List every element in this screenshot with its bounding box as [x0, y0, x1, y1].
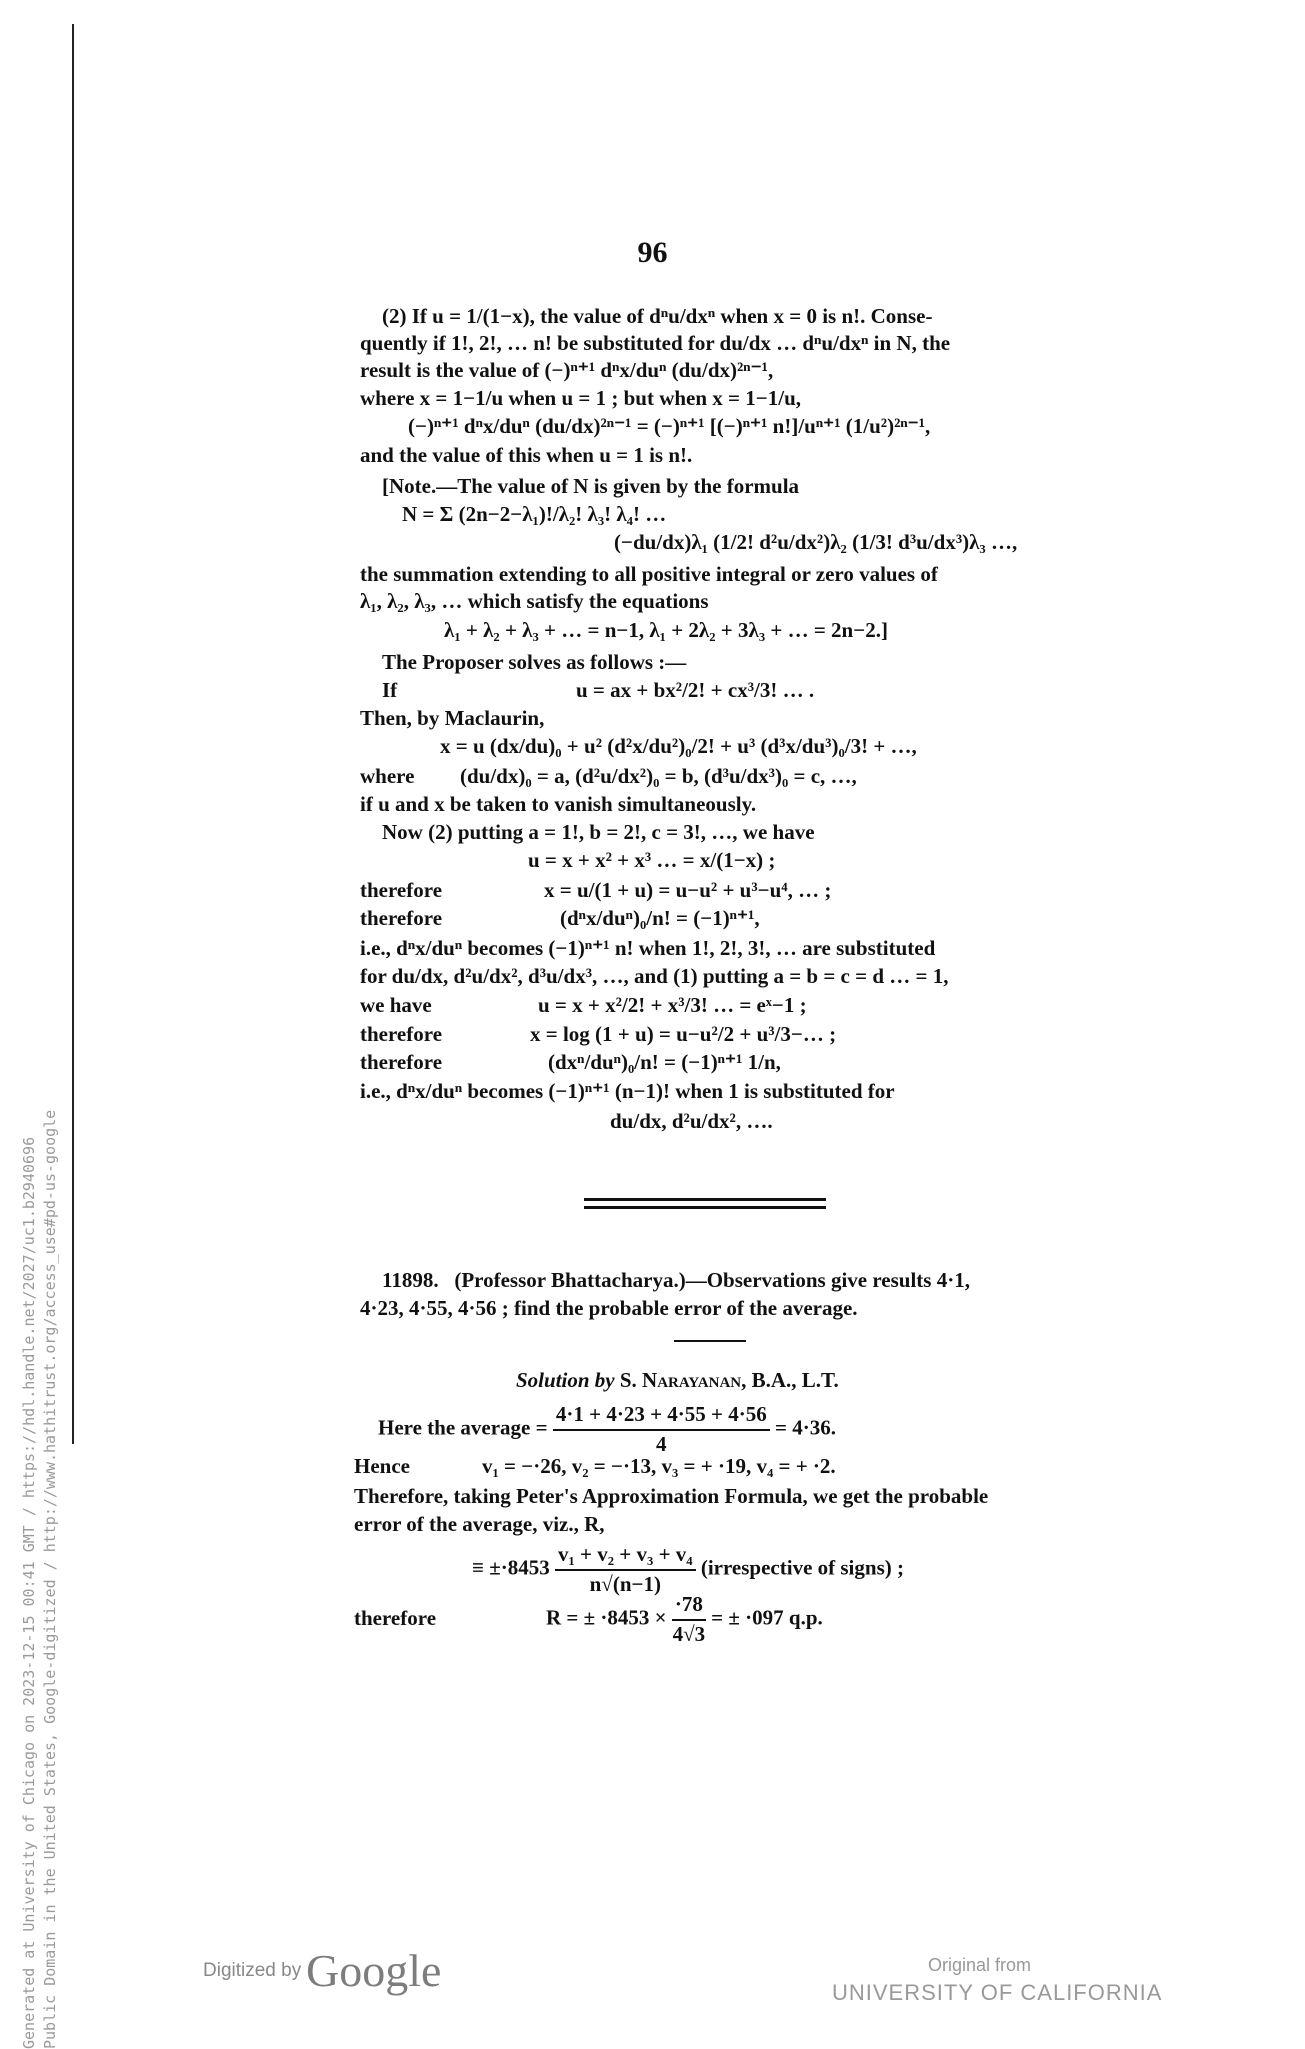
- average-fraction: [553, 1402, 770, 1457]
- equation-line: u = x + x² + x³ … = x/(1−x) ;: [528, 848, 776, 872]
- final-equation: [546, 1592, 823, 1647]
- text-line: we have: [360, 993, 432, 1017]
- double-rule-top: [584, 1198, 826, 1201]
- university-label: UNIVERSITY OF CALIFORNIA: [832, 1980, 1163, 2005]
- average-denominator: 4: [656, 1432, 667, 1456]
- equation-line: (−du/dx)λ₁ (1/2! d²u/dx²)λ₂ (1/3! d³u/dx³)λ₃ …,: [614, 530, 1018, 554]
- formula-numerator: v₁ + v₂ + v₃ + v₄: [555, 1542, 696, 1571]
- text-line: therefore: [360, 878, 443, 902]
- formula-fraction: [555, 1542, 696, 1597]
- text-line: the summation extending to all positive integral or zero values of: [360, 562, 938, 586]
- final-label: therefore: [354, 1606, 437, 1630]
- watermark-line-1: Generated at University of Chicago on 2023-12-15 00:41 GMT / https://hdl.handle.net/2027/uc1.b2940696: [20, 1136, 38, 2049]
- watermark-line-2: Public Domain in the United States, Google-digitized / http://www.hathitrust.org/access_use#pd-us-google: [41, 1109, 59, 2049]
- text-line: and the value of this when u = 1 is n!.: [360, 443, 693, 467]
- equation-line: (du/dx)₀ = a, (d²u/dx²)₀ = b, (d³u/dx³)₀ = c, …,: [460, 764, 857, 788]
- formula-denominator: n√(n−1): [589, 1572, 661, 1596]
- problem-number: 11898.: [382, 1268, 439, 1292]
- text-line: Therefore, taking Peter's Approximation Formula, we get the probable: [354, 1484, 989, 1508]
- side-watermark: [19, 649, 61, 2049]
- problem-text-line1: (Professor Bhattacharya.)—Observations give results 4·1,: [454, 1268, 970, 1292]
- text-line: for du/dx, d²u/dx², d³u/dx³, …, and (1) putting a = b = c = d … = 1,: [360, 964, 949, 988]
- text-line: where: [360, 764, 415, 788]
- final-prefix: R = ± ·8453 ×: [546, 1605, 667, 1630]
- average-equation: [378, 1402, 836, 1457]
- final-denominator: 4√3: [672, 1622, 706, 1646]
- equation-line: x = u (dx/du)₀ + u² (d²x/du²)₀/2! + u³ (d³x/du³)₀/3! + …,: [440, 734, 917, 758]
- equation-line: N = Σ (2n−2−λ₁)!/λ₂! λ₃! λ₄! …: [402, 502, 667, 526]
- equation-line: u = x + x²/2! + x³/3! … = eˣ−1 ;: [538, 993, 807, 1017]
- google-logo: Google: [306, 1945, 442, 1996]
- text-line: therefore: [360, 906, 443, 930]
- equation-line: x = u/(1 + u) = u−u² + u³−u⁴, … ;: [544, 878, 832, 902]
- text-line: The Proposer solves as follows :—: [382, 650, 687, 674]
- text-line: therefore: [360, 1022, 443, 1046]
- text-line: λ₁, λ₂, λ₃, … which satisfy the equations: [360, 589, 709, 613]
- text-line: Then, by Maclaurin,: [360, 706, 545, 730]
- solution-by: Solution by: [516, 1368, 615, 1392]
- average-numerator: 4·1 + 4·23 + 4·55 + 4·56: [553, 1402, 770, 1431]
- short-rule: [674, 1340, 746, 1342]
- note-line: [Note.—The value of N is given by the formula: [382, 474, 800, 498]
- text-line: where x = 1−1/u when u = 1 ; but when x = 1−1/u,: [360, 386, 801, 410]
- equation-line: (dⁿx/duⁿ)₀/n! = (−1)ⁿ⁺¹,: [560, 906, 760, 930]
- text-line: (2) If u = 1/(1−x), the value of dⁿu/dxⁿ when x = 0 is n!. Conse-: [382, 304, 933, 328]
- page-number: 96: [637, 236, 668, 269]
- average-result: = 4·36.: [775, 1415, 836, 1440]
- formula-prefix: ≡ ±·8453: [472, 1555, 550, 1580]
- text-line: Now (2) putting a = 1!, b = 2!, c = 3!, …, we have: [382, 820, 815, 844]
- problem-statement: [382, 1268, 970, 1293]
- solution-heading: [516, 1368, 839, 1393]
- equation-line: (dxⁿ/duⁿ)₀/n! = (−1)ⁿ⁺¹ 1/n,: [548, 1050, 781, 1074]
- text-line: i.e., dⁿx/duⁿ becomes (−1)ⁿ⁺¹ n! when 1!, 2!, 3!, … are substituted: [360, 936, 936, 960]
- problem-text-line2: 4·23, 4·55, 4·56 ; find the probable error of the average.: [360, 1296, 858, 1320]
- final-suffix: = ± ·097 q.p.: [711, 1605, 823, 1630]
- equation-line: du/dx, d²u/dx², ….: [610, 1109, 773, 1133]
- text-line: If: [382, 678, 398, 702]
- text-line: therefore: [360, 1050, 443, 1074]
- original-from-label: Original from: [928, 1955, 1032, 1975]
- equation-line: x = log (1 + u) = u−u²/2 + u³/3−… ;: [530, 1022, 837, 1046]
- peter-formula: [472, 1542, 904, 1597]
- text-line: if u and x be taken to vanish simultaneously.: [360, 792, 757, 816]
- text-line: i.e., dⁿx/duⁿ becomes (−1)ⁿ⁺¹ (n−1)! when 1 is substituted for: [360, 1079, 895, 1103]
- formula-suffix: (irrespective of signs) ;: [700, 1555, 904, 1580]
- text-line: error of the average, viz., R,: [354, 1512, 605, 1536]
- double-rule-bottom: [584, 1206, 826, 1209]
- equation-line: λ₁ + λ₂ + λ₃ + … = n−1, λ₁ + 2λ₂ + 3λ₃ + … = 2n−2.]: [444, 618, 888, 642]
- text-line: result is the value of (−)ⁿ⁺¹ dⁿx/duⁿ (du/dx)²ⁿ⁻¹,: [360, 358, 774, 382]
- final-fraction: [672, 1592, 706, 1647]
- final-numerator: ·78: [672, 1592, 706, 1621]
- hence-label: Hence: [354, 1454, 410, 1478]
- hence-values: v₁ = −·26, v₂ = −·13, v₃ = + ·19, v₄ = + ·2.: [482, 1454, 836, 1478]
- solver-name: S. Narayanan, B.A., L.T.: [619, 1368, 839, 1392]
- average-prefix: Here the average =: [378, 1415, 548, 1440]
- digitized-by-label: Digitized by: [203, 1960, 302, 1981]
- text-line: quently if 1!, 2!, … n! be substituted for du/dx … dⁿu/dxⁿ in N, the: [360, 331, 951, 355]
- equation-line: u = ax + bx²/2! + cx³/3! … .: [576, 678, 815, 702]
- equation-line: (−)ⁿ⁺¹ dⁿx/duⁿ (du/dx)²ⁿ⁻¹ = (−)ⁿ⁺¹ [(−)ⁿ⁺¹ n!]/uⁿ⁺¹ (1/u²)²ⁿ⁻¹,: [408, 414, 931, 438]
